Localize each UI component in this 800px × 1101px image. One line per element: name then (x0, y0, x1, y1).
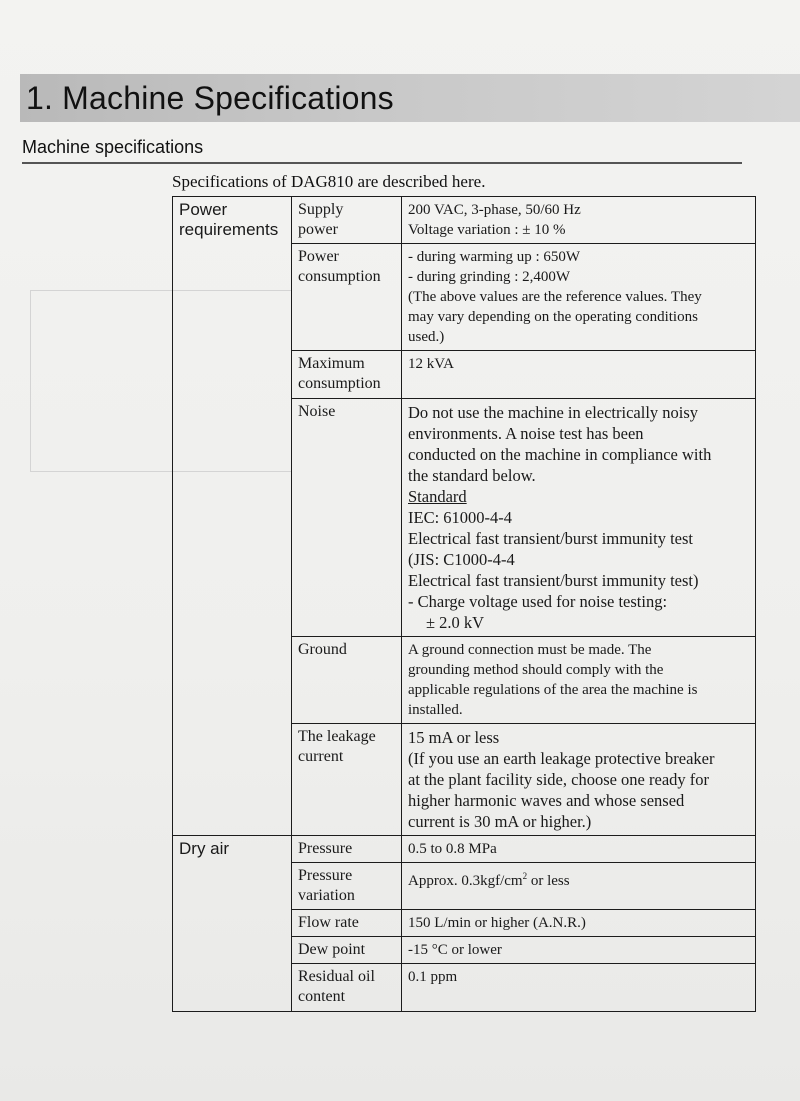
value-maximum-consumption: 12 kVA (402, 351, 756, 399)
standard-heading: Standard (408, 487, 467, 506)
value-supply-power: 200 VAC, 3-phase, 50/60 Hz Voltage variation : ± 10 % (402, 197, 756, 244)
value-noise: Do not use the machine in electrically noisy environments. A noise test has been conducted on the machine in compliance with the standard below. Standard IEC: 61000-4-4 Electrical fast transient/burst immunity test (JIS: C1000-4-4 Electrical fast transient/burst immunity test) - Charge voltage used for noise testing: ± 2.0 kV (402, 399, 756, 637)
label-pressure-variation: Pressure variation (292, 863, 402, 910)
value-pressure: 0.5 to 0.8 MPa (402, 836, 756, 863)
label-leakage-current: The leakage current (292, 724, 402, 836)
label-maximum-consumption: Maximum consumption (292, 351, 402, 399)
table-row (173, 836, 756, 863)
category-dry-air: Dry air (173, 836, 292, 1012)
value-ground: A ground connection must be made. The grounding method should comply with the applicable regulations of the area the machine is installed. (402, 637, 756, 724)
label-supply-power: Supply power (292, 197, 402, 244)
label-residual-oil-content: Residual oil content (292, 964, 402, 1012)
subtitle-underline (22, 162, 742, 164)
label-flow-rate: Flow rate (292, 910, 402, 937)
value-leakage-current: 15 mA or less (If you use an earth leakage protective breaker at the plant facility side, choose one ready for higher harmonic waves and whose sensed current is 30 mA or higher.) (402, 724, 756, 836)
label-dew-point: Dew point (292, 937, 402, 964)
page-title: 1. Machine Specifications (26, 80, 394, 116)
table-row (173, 197, 756, 244)
specifications-table (172, 196, 756, 1012)
intro-text: Specifications of DAG810 are described here. (172, 172, 486, 191)
section-subtitle: Machine specifications (22, 137, 204, 157)
category-power-requirements: Power requirements (173, 197, 292, 836)
value-residual-oil-content: 0.1 ppm (402, 964, 756, 1012)
label-power-consumption: Power consumption (292, 244, 402, 351)
label-noise: Noise (292, 399, 402, 637)
label-pressure: Pressure (292, 836, 402, 863)
value-power-consumption: - during warming up : 650W - during grinding : 2,400W (The above values are the reference values. They may vary depending on the operating conditions used.) (402, 244, 756, 351)
value-pressure-variation: Approx. $0.3kgf/cm^2$ or less (402, 863, 756, 910)
label-ground: Ground (292, 637, 402, 724)
value-flow-rate: 150 L/min or higher (A.N.R.) (402, 910, 756, 937)
value-dew-point: -15 °C or lower (402, 937, 756, 964)
